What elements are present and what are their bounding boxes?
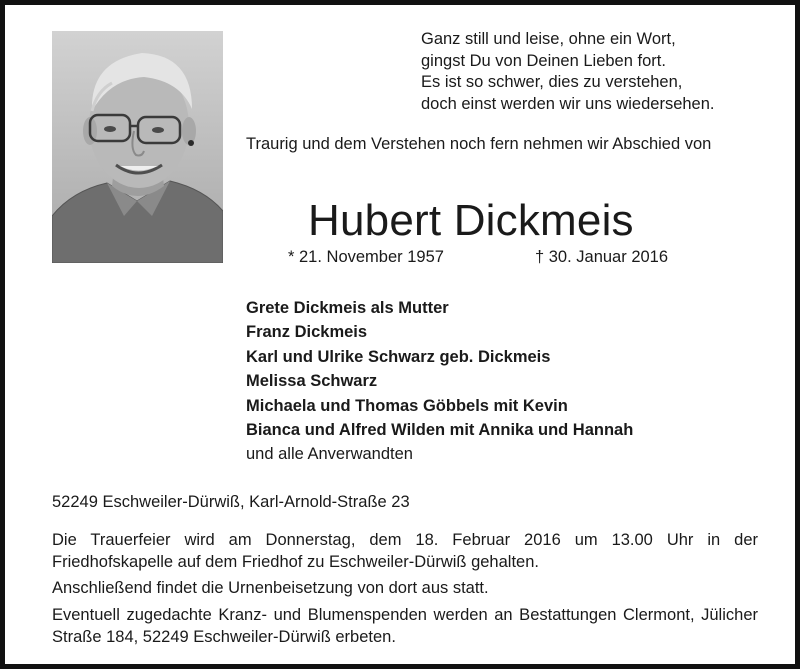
poem-line: doch einst werden wir uns wiedersehen. bbox=[421, 94, 715, 113]
birth-date: * 21. November 1957 bbox=[288, 248, 444, 266]
mourner-line: Franz Dickmeis bbox=[246, 323, 368, 342]
mourners-list bbox=[246, 296, 633, 467]
portrait-illustration bbox=[52, 31, 223, 263]
intro-text: Traurig und dem Verstehen noch fern nehmen wir Abschied von bbox=[246, 135, 712, 153]
memorial-poem bbox=[421, 29, 715, 115]
portrait-photo bbox=[52, 31, 223, 263]
mourner-line: Karl und Ulrike Schwarz geb. Dickmeis bbox=[246, 347, 551, 366]
mourner-line: Michaela und Thomas Göbbels mit Kevin bbox=[246, 396, 568, 415]
poem-line: gingst Du von Deinen Lieben fort. bbox=[421, 51, 666, 70]
urn-burial-paragraph: Anschließend findet die Urnenbeisetzung von dort aus statt. bbox=[52, 579, 489, 597]
death-date: † 30. Januar 2016 bbox=[535, 248, 669, 266]
poem-line: Ganz still und leise, ohne ein Wort, bbox=[421, 30, 676, 48]
family-address: 52249 Eschweiler-Dürwiß, Karl-Arnold-Straße 23 bbox=[52, 493, 410, 511]
poem-line: Es ist so schwer, dies zu verstehen, bbox=[421, 73, 683, 91]
flower-donations-paragraph: Eventuell zugedachte Kranz- und Blumenspenden werden an Bestattungen Clermont, Jülicher Straße 184, 52249 Eschweiler-Dürwiß erbeten. bbox=[52, 606, 758, 646]
funeral-service-paragraph: Die Trauerfeier wird am Donnerstag, dem 18. Februar 2016 um 13.00 Uhr in der Friedhofskapelle auf dem Friedhof zu Eschweiler-Dürwiß gehalten. bbox=[52, 531, 758, 571]
mourner-closing: und alle Anverwandten bbox=[246, 445, 413, 464]
mourner-line: Melissa Schwarz bbox=[246, 372, 378, 391]
mourner-line: Grete Dickmeis als Mutter bbox=[246, 299, 449, 317]
mourner-line: Bianca und Alfred Wilden mit Annika und Hannah bbox=[246, 421, 634, 440]
deceased-name: Hubert Dickmeis bbox=[308, 196, 634, 245]
